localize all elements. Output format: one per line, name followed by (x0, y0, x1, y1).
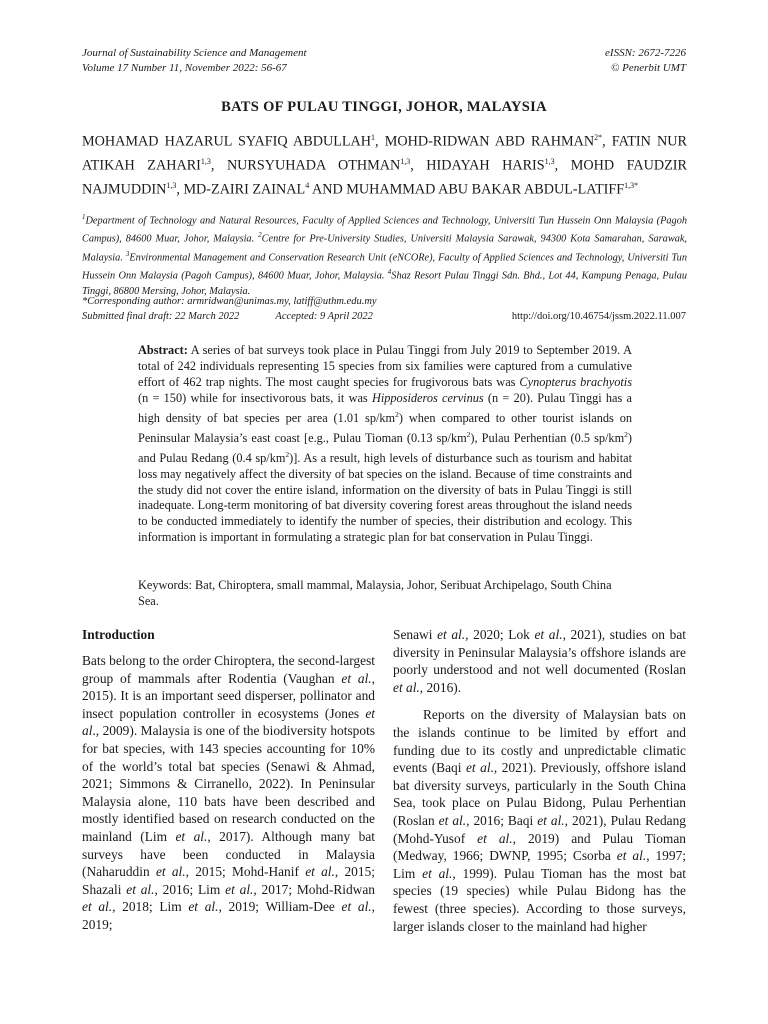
citation-et-al: et al. (465, 760, 494, 776)
author-list: MOHAMAD HAZARUL SYAFIQ ABDULLAH$^1$, MOHD-RIDWAN ABD $RAHMAN^{2*}$, FATIN NUR ATIKAH ZAHARI$^{1,3}$, NURSYUHADA OTHMAN$^{1,3}$, HIDAYAH HARIS$^{1,3}$, MOHD FAUDZIR NAJMUDDIN$^{1,3}$, MD-ZAIRI ZAINAL$^4$ AND MUHAMMAD ABU BAKAR ABDUL-$LATIFF^{1,3*}$ (82, 133, 687, 198)
accepted-date: Accepted: 9 April 2022 (275, 311, 373, 322)
submitted-date: Submitted final draft: 22 March 2022 (82, 311, 240, 322)
author-affiliation-mark: 1,3 (200, 156, 211, 166)
journal-name: Journal of Sustainability Science and Management (82, 47, 307, 59)
intro-column-right (393, 626, 686, 935)
citation-et-al: et al. (225, 881, 254, 897)
citation-et-al: et al. (305, 864, 335, 880)
intro-paragraph-1: Bats belong to the order Chiroptera, the second-largest group of mammals after Rodentia (Vaughan et al., 2015). It is an important seed disperser, pollinator and insect population controller in ecosystems (Jones et al., 2009). Malaysia is one of the biodiversity hotspots for bat species, with 143 species accounting for 10% of the world’s total bat species (Senawi & Ahmad, 2021; Simmons & Cirranello, 2022). In Peninsular Malaysia alone, 110 bats have been described and mostly identified based on research conducted on the mainland (Lim et al., 2017). Although many bat surveys have been conducted in Malaysia (Naharuddin et al., 2015; Mohd-Hanif et al., 2015; Shazali et al., 2016; Lim et al., 2017; Mohd-Ridwan et al., 2018; Lim et al., 2019; William-Dee et al., 2019; (82, 653, 376, 932)
citation-et-al: et al. (438, 812, 467, 828)
affiliation-text: Centre for Pre-University Studies, Universiti Malaysia Sarawak, 94300 Kota Samarahan, Sarawak, Malaysia. (82, 233, 687, 264)
keywords: Keywords: Bat, Chiroptera, small mammal, Malaysia, Johor, Seribuat Archipelago, South China Sea. (138, 578, 612, 608)
affiliation-text: Shaz Resort Pulau Tinggi Sdn. Bhd., Lot 44, Kampung Penaga, Pulau Tinggi, 86800 Mersing, Johor, Malaysia. (82, 270, 688, 297)
submission-dates (82, 311, 373, 322)
author-affiliation-mark: 1,3 (544, 156, 555, 166)
citation-et-al: et al. (537, 812, 565, 828)
author-name: NURSYUHADA OTHMAN (226, 157, 401, 174)
running-header-left (82, 46, 307, 76)
abstract-label: Abstract: (138, 343, 188, 357)
citation-et-al: et al. (341, 899, 372, 915)
running-header-right (605, 46, 686, 76)
affiliation-mark: 4 (387, 268, 392, 277)
citation-et-al: et al. (175, 828, 208, 844)
affiliation-text: Environmental Management and Conservation Research Unit (eNCORe), Faculty of Applied Sciences and Technology, Universiti Tun Hussein Onn Malaysia (Pagoh Campus), 84600 Muar, Johor, Malaysia. (82, 252, 687, 282)
citation-et-al: et al. (126, 881, 155, 897)
author-name: MOHAMAD HAZARUL SYAFIQ ABDULLAH (82, 133, 372, 150)
citation-et-al: et al. (616, 848, 647, 864)
citation-et-al: et al. (477, 830, 513, 846)
intro-paragraph-2: Reports on the diversity of Malaysian bats on the islands continue to be limited by effort and funding due to its costly and unpredictable climatic events (Baqi et al., 2021). Previously, offshore island bat diversity surveys, particularly in the South China Sea, took place on Pulau Bidong, Pulau Perhentian (Roslan et al., 2016; Baqi et al., 2021), Pulau Redang (Mohd-Yusof et al., 2019) and Pulau Tioman (Medway, 1966; DWNP, 1995; Csorba et al., 1997; Lim et al., 1999). Pulau Tioman has the most bat species (19 species) while Pulau Bidong has the fewest (three species). According to those surveys, larger islands closer to the mainland had higher (393, 707, 687, 934)
author-affiliation-mark: 1 (371, 133, 376, 142)
citation-et-al: et al. (534, 627, 563, 642)
paper-title: BATS OF PULAU TINGGI, JOHOR, MALAYSIA (221, 99, 547, 115)
author-affiliation-mark: 1,3 (400, 156, 411, 166)
citation-et-al: et al. (82, 899, 113, 915)
citation-et-al: et al. (188, 899, 219, 915)
author-affiliation-mark: 2* (594, 133, 603, 142)
author-affiliation-mark: 1,3* (624, 180, 639, 190)
species-name: Hipposideros cervinus (371, 390, 484, 405)
affiliations (82, 210, 687, 299)
corresponding-author: *Corresponding author: armridwan@unimas.my, latiff@uthm.edu.my (82, 296, 377, 307)
intro-paragraph-1-cont: Senawi et al., 2020; Lok et al., 2021), studies on bat diversity in Peninsular Malaysia’s offshore islands are poorly understood and not well documented (Roslan et al., 2016). (393, 627, 686, 695)
citation-et-al: et al. (341, 670, 372, 686)
affiliation-mark: 2 (258, 231, 262, 240)
doi-link[interactable]: http://doi.org/10.46754/jssm.2022.11.007 (511, 311, 686, 322)
affiliation-text: Department of Technology and Natural Resources, Faculty of Applied Sciences and Technology, Universiti Tun Hussein Onn Malaysia (Pagoh Campus), 84600 Muar, Johor, Malaysia. (82, 215, 687, 245)
author-name: MUHAMMAD ABU BAKAR ABDUL-LATIFF (346, 181, 625, 198)
affiliation-mark: 1 (82, 213, 86, 221)
citation-et-al: et al. (393, 679, 420, 695)
journal-volume: Volume 17 Number 11, November 2022: 56-67 (82, 62, 287, 74)
citation-et-al: et al. (155, 864, 186, 880)
author-name: MOHD-RIDWAN ABD RAHMAN (384, 133, 595, 150)
author-name: FATIN NUR ATIKAH ZAHARI (82, 133, 687, 174)
author-affiliation-mark: 1,3 (166, 180, 177, 190)
citation-et-al: et al (82, 705, 375, 739)
section-heading-introduction: Introduction (82, 627, 155, 642)
author-affiliation-mark: 4 (305, 180, 310, 190)
abstract: Abstract: A series of bat surveys took place in Pulau Tinggi from July 2019 to September 2019. A total of 242 individuals representing 15 species from six families were captured from a cumulative effort of 462 trap nights. The most caught species for frugivorous bats was Cynopterus brachyotis (n = 150) while for insectivorous bats, it was Hipposideros cervinus (n = 20). Pulau Tinggi has a high density of bat species per area (1.01 $sp/km^2$) when compared to other tourist islands on Peninsular Malaysia’s east coast [e.g., Pulau Tioman (0.13 $sp/km^2$), Pulau Perhentian (0.5 $sp/km^2$) and Pulau Redang (0.4 $sp/km^2$)]. As a result, high levels of disturbance such as tourism and habitat loss may negatively affect the diversity of bat species on the island. Because of time constraints and the study did not cover the entire island, information on the diversity of bats in Pulau Tinggi is still inadequate. Long-term monitoring of bat diversity covering forest areas throughout the island needs to be conducted immediately to identify the number of species, their distribution and ecology. This information is important in formulating a strategic plan for bat conservation in Pulau Tinggi. (138, 343, 632, 545)
author-name: MD-ZAIRI ZAINAL (183, 181, 306, 198)
citation-et-al: et al. (422, 865, 453, 881)
publisher: © Penerbit UMT (611, 62, 686, 74)
species-name: Cynopterus brachyotis (519, 374, 632, 389)
author-name: HIDAYAH HARIS (426, 157, 545, 174)
author-name: MOHD FAUDZIR NAJMUDDIN (82, 157, 687, 198)
intro-column-left (82, 626, 375, 934)
eissn: eISSN: 2672-7226 (605, 47, 686, 59)
affiliation-mark: 3 (125, 249, 130, 258)
citation-et-al: et al. (437, 627, 466, 642)
